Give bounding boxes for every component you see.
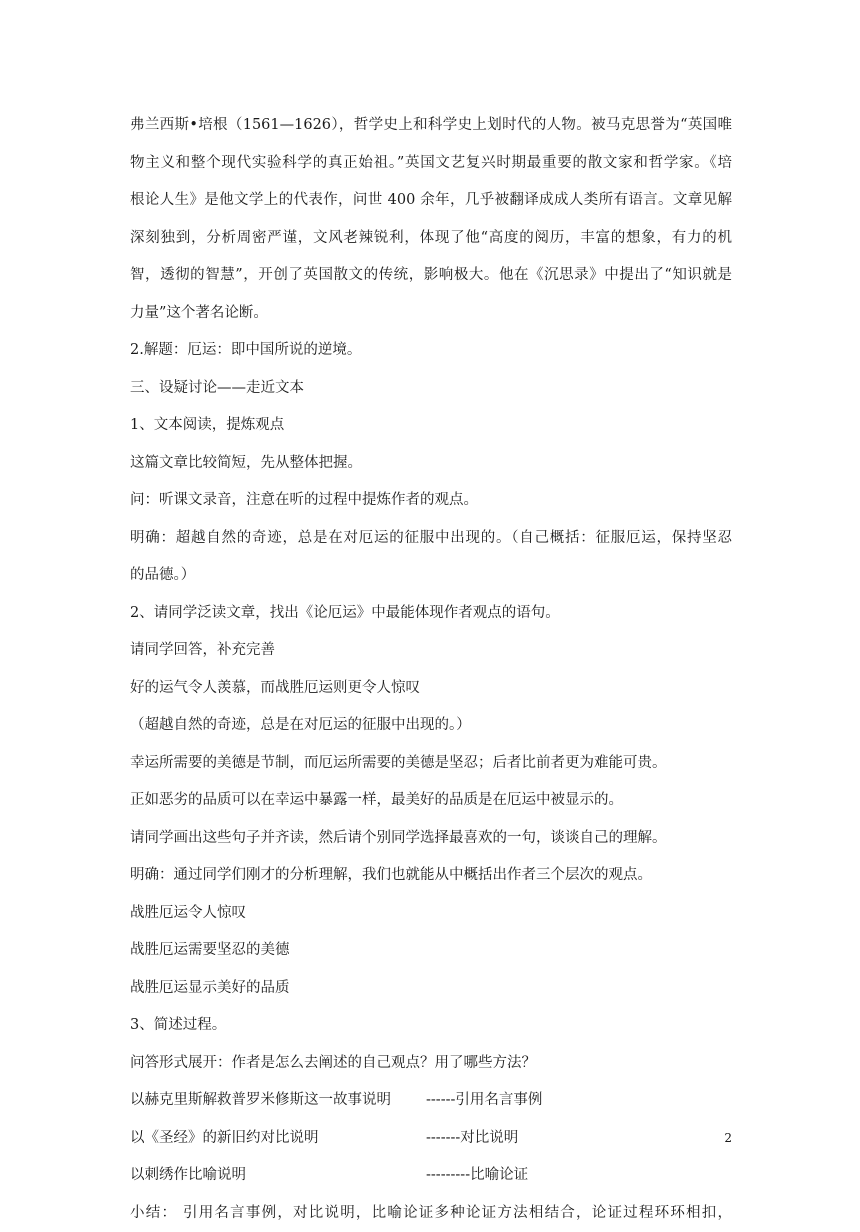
paragraph-line: 明确：超越自然的奇迹，总是在对厄运的征服中出现的。（自己概括：征服厄运，保持坚忍: [130, 520, 732, 558]
paragraph-line: 力量”这个著名论断。: [130, 295, 732, 333]
summary-line: 小结： 引用名言事例，对比说明，比喻论证多种论证方法相结合，论证过程环环相扣，: [130, 1195, 732, 1232]
quote-line: 幸运所需要的美德是节制，而厄运所需要的美德是坚忍；后者比前者更为难能可贵。: [130, 745, 732, 783]
method-example: 以《圣经》的新旧约对比说明: [130, 1120, 426, 1158]
paragraph-line: 问答形式展开：作者是怎么去阐述的自己观点？用了哪些方法？: [130, 1045, 732, 1083]
section-heading: 三、设疑讨论——走近文本: [130, 370, 732, 408]
paragraph-line: 2.解题：厄运：即中国所说的逆境。: [130, 332, 732, 370]
paragraph-line: 根论人生》是他文学上的代表作，问世 400 余年，几乎被翻译成成人类所有语言。文章见解: [130, 182, 732, 220]
subsection-heading: 3、简述过程。: [130, 1007, 732, 1045]
viewpoint-line: 战胜厄运令人惊叹: [130, 895, 732, 933]
method-type: ------引用名言事例: [426, 1082, 732, 1120]
paragraph-line: 请同学回答，补充完善: [130, 632, 732, 670]
body-text: [130, 107, 732, 1232]
viewpoint-line: 战胜厄运需要坚忍的美德: [130, 932, 732, 970]
method-type: ---------比喻论证: [426, 1157, 732, 1195]
quote-line: 好的运气令人羡慕，而战胜厄运则更令人惊叹: [130, 670, 732, 708]
paragraph-line: 物主义和整个现代实验科学的真正始祖。”英国文艺复兴时期最重要的散文家和哲学家。《培: [130, 145, 732, 183]
paragraph-line: 问：听课文录音，注意在听的过程中提炼作者的观点。: [130, 482, 732, 520]
method-type: -------对比说明: [426, 1120, 732, 1158]
method-example: 以赫克里斯解救普罗米修斯这一故事说明: [130, 1082, 426, 1120]
subsection-heading: 1、文本阅读，提炼观点: [130, 407, 732, 445]
paragraph-line: 智，透彻的智慧”，开创了英国散文的传统，影响极大。他在《沉思录》中提出了“知识就是: [130, 257, 732, 295]
paragraph-line: 的品德。）: [130, 557, 732, 595]
paragraph-line: 深刻独到，分析周密严谨，文风老辣锐利，体现了他“高度的阅历，丰富的想象，有力的机: [130, 220, 732, 258]
quote-line: 正如恶劣的品质可以在幸运中暴露一样，最美好的品质是在厄运中被显示的。: [130, 782, 732, 820]
page-number: 2: [724, 1131, 732, 1145]
method-example: 以刺绣作比喻说明: [130, 1157, 426, 1195]
paragraph-line: 明确：通过同学们刚才的分析理解，我们也就能从中概括出作者三个层次的观点。: [130, 857, 732, 895]
viewpoint-line: 战胜厄运显示美好的品质: [130, 970, 732, 1008]
quote-line: （超越自然的奇迹，总是在对厄运的征服中出现的。）: [130, 707, 732, 745]
paragraph-line: 这篇文章比较简短，先从整体把握。: [130, 445, 732, 483]
method-row: [130, 1120, 732, 1158]
method-row: [130, 1157, 732, 1195]
subsection-heading: 2、请同学泛读文章，找出《论厄运》中最能体现作者观点的语句。: [130, 595, 732, 633]
paragraph-line: 弗兰西斯•培根（1561—1626），哲学史上和科学史上划时代的人物。被马克思誉为“英国唯: [130, 107, 732, 145]
method-row: [130, 1082, 732, 1120]
paragraph-line: 请同学画出这些句子并齐读，然后请个别同学选择最喜欢的一句，谈谈自己的理解。: [130, 820, 732, 858]
